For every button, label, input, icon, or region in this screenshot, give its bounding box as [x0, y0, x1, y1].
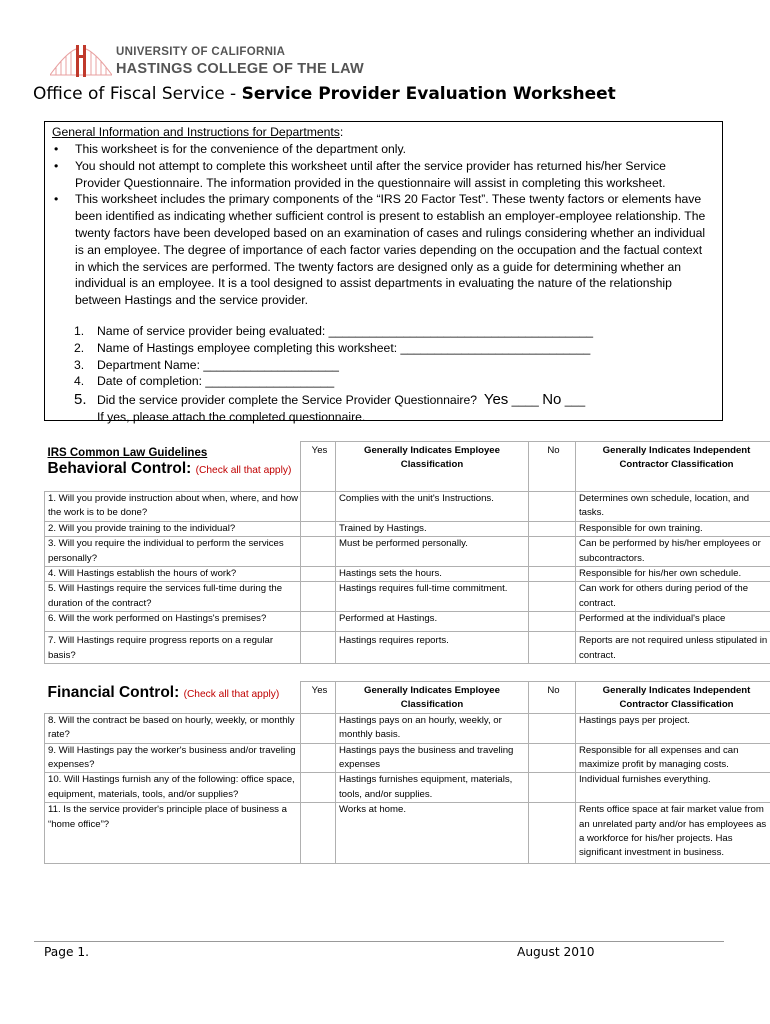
behavioral-title: Behavioral Control: (Check all that apply): [47, 459, 292, 477]
col-employee: Generally Indicates Employee Classification: [336, 442, 529, 492]
yes-checkbox[interactable]: [301, 743, 336, 773]
instruction-list: [45, 141, 713, 309]
no-checkbox[interactable]: [529, 773, 576, 803]
page-title: [33, 84, 616, 104]
behavioral-header-cell: [45, 442, 301, 492]
yes-checkbox[interactable]: [301, 492, 336, 522]
hastings-logo: [50, 45, 364, 81]
page-number: Page 1.: [44, 945, 90, 959]
logo-college: HASTINGS COLLEGE OF THE LAW: [116, 61, 364, 77]
q5-no: No: [542, 391, 562, 409]
title-bold: Service Provider Evaluation Worksheet: [241, 84, 616, 104]
general-heading: General Information and Instructions for Departments:: [52, 125, 344, 139]
yes-checkbox[interactable]: [301, 582, 336, 612]
footer-divider: [34, 941, 724, 942]
col-yes: Yes: [301, 442, 336, 492]
question-4[interactable]: 4. Date of completion: ___________________: [74, 374, 335, 389]
financial-note: (Check all that apply): [183, 688, 280, 700]
table-row: 6. Will the work performed on Hastings's premises? Performed at Hastings. Performed at the individual's place: [45, 612, 770, 632]
table-row: 7. Will Hastings require progress reports on a regular basis? Hastings requires reports. Reports are not required unless stipulated in contract.: [45, 632, 770, 664]
no-checkbox[interactable]: [529, 803, 576, 864]
no-checkbox[interactable]: [529, 567, 576, 582]
bridge-logo-icon: [50, 45, 112, 79]
table-row: 2. Will you provide training to the individual? Trained by Hastings. Responsible for own training.: [45, 521, 770, 536]
col-no: No: [529, 442, 576, 492]
instruction-item: • This worksheet includes the primary components of the “IRS 20 Factor Test”. These twenty factors or elements have been identified as indicating whether sufficient control is present to establish an employer-employee relationship. The twenty factors have been developed based on an examination of cases and rulings considering whether an individual is an employee. The degree of importance of each factor varies depending on the occupation and the factual context in which the services are performed. The twenty factors are designed only as a guide for determining whether an individual is an employee. It is a tool designed to assist departments in evaluating the nature of the relationship between Hastings and the service provider.: [54, 192, 706, 308]
table-row: 3. Will you require the individual to perform the services personally? Must be performed personally. Can be performed by his/her employees or subcontractors.: [45, 537, 770, 567]
col-contractor: Generally Indicates Independent Contractor Classification: [576, 442, 770, 492]
no-checkbox[interactable]: [529, 713, 576, 743]
question-3[interactable]: 3. Department Name: ____________________: [74, 357, 339, 372]
yes-checkbox[interactable]: [301, 773, 336, 803]
yes-checkbox[interactable]: [301, 713, 336, 743]
instruction-item: • This worksheet is for the convenience of the department only.: [54, 142, 407, 156]
q5-yes: Yes: [483, 391, 509, 409]
financial-title: Financial Control: (Check all that apply): [47, 683, 280, 701]
financial-header-cell: [45, 682, 301, 714]
table-row: 11. Is the service provider's principle place of business a “home office”? Works at home. Rents office space at fair market value from an unrelated party and/or has employees as a workforce for his/her projects. Has significant investment in business.: [45, 803, 770, 864]
behavioral-control-table: [44, 441, 770, 664]
logo-university: UNIVERSITY OF CALIFORNIA: [116, 46, 286, 58]
title-prefix: Office of Fiscal Service -: [33, 84, 242, 104]
question-2[interactable]: 2. Name of Hastings employee completing this worksheet: ____________________________: [74, 340, 591, 355]
no-checkbox[interactable]: [529, 743, 576, 773]
general-info-box: [44, 121, 723, 424]
table-row: 1. Will you provide instruction about when, where, and how the work is to be done? Complies with the unit's Instructions. Determines own schedule, location, and tasks.: [45, 492, 770, 522]
col-no: No: [529, 682, 576, 714]
no-checkbox[interactable]: [529, 537, 576, 567]
table-row: 4. Will Hastings establish the hours of work? Hastings sets the hours. Responsible for his/her own schedule.: [45, 567, 770, 582]
table-row: 9. Will Hastings pay the worker's business and/or traveling expenses? Hastings pays the business and traveling expenses Responsible for all expenses and can maximize profit by managing costs.: [45, 743, 770, 773]
table-row: 8. Will the contract be based on hourly, weekly, or monthly rate? Hastings pays on an hourly, weekly, or monthly basis. Hastings pays per project.: [45, 713, 770, 743]
question-1[interactable]: 1. Name of service provider being evaluated: _______________________________________: [74, 324, 594, 338]
question-list: [45, 323, 713, 409]
table-row: 5. Will Hastings require the services full-time during the duration of the contract? Hastings requires full-time commitment. Can work for others during period of the contract.: [45, 582, 770, 612]
col-yes: Yes: [301, 682, 336, 714]
footer-date: August 2010: [517, 945, 595, 959]
yes-checkbox[interactable]: [301, 803, 336, 864]
yes-checkbox[interactable]: [301, 537, 336, 567]
no-checkbox[interactable]: [529, 612, 576, 632]
behavioral-note: (Check all that apply): [195, 464, 292, 476]
yes-checkbox[interactable]: [301, 632, 336, 664]
yes-checkbox[interactable]: [301, 521, 336, 536]
financial-control-table: [44, 681, 770, 864]
instruction-item: • You should not attempt to complete this worksheet until after the service provider has returned his/her Service Provider Questionnaire. The information provided in the questionnaire will assist in completing this worksheet.: [54, 158, 666, 190]
irs-heading: IRS Common Law Guidelines: [47, 446, 208, 459]
no-checkbox[interactable]: [529, 632, 576, 664]
q5-note: If yes, please attach the completed questionnaire.: [97, 410, 366, 424]
no-checkbox[interactable]: [529, 582, 576, 612]
yes-checkbox[interactable]: [301, 612, 336, 632]
no-checkbox[interactable]: [529, 492, 576, 522]
yes-checkbox[interactable]: [301, 567, 336, 582]
col-contractor: Generally Indicates Independent Contractor Classification: [576, 682, 770, 714]
col-employee: Generally Indicates Employee Classification: [336, 682, 529, 714]
question-5[interactable]: 5. Did the service provider complete the Service Provider Questionnaire? Yes ____ No ___: [74, 391, 586, 409]
table-row: 10. Will Hastings furnish any of the following: office space, equipment, materials, tools, and/or supplies? Hastings furnishes equipment, materials, tools, and/or supplies. Individual furnishes everything.: [45, 773, 770, 803]
no-checkbox[interactable]: [529, 521, 576, 536]
